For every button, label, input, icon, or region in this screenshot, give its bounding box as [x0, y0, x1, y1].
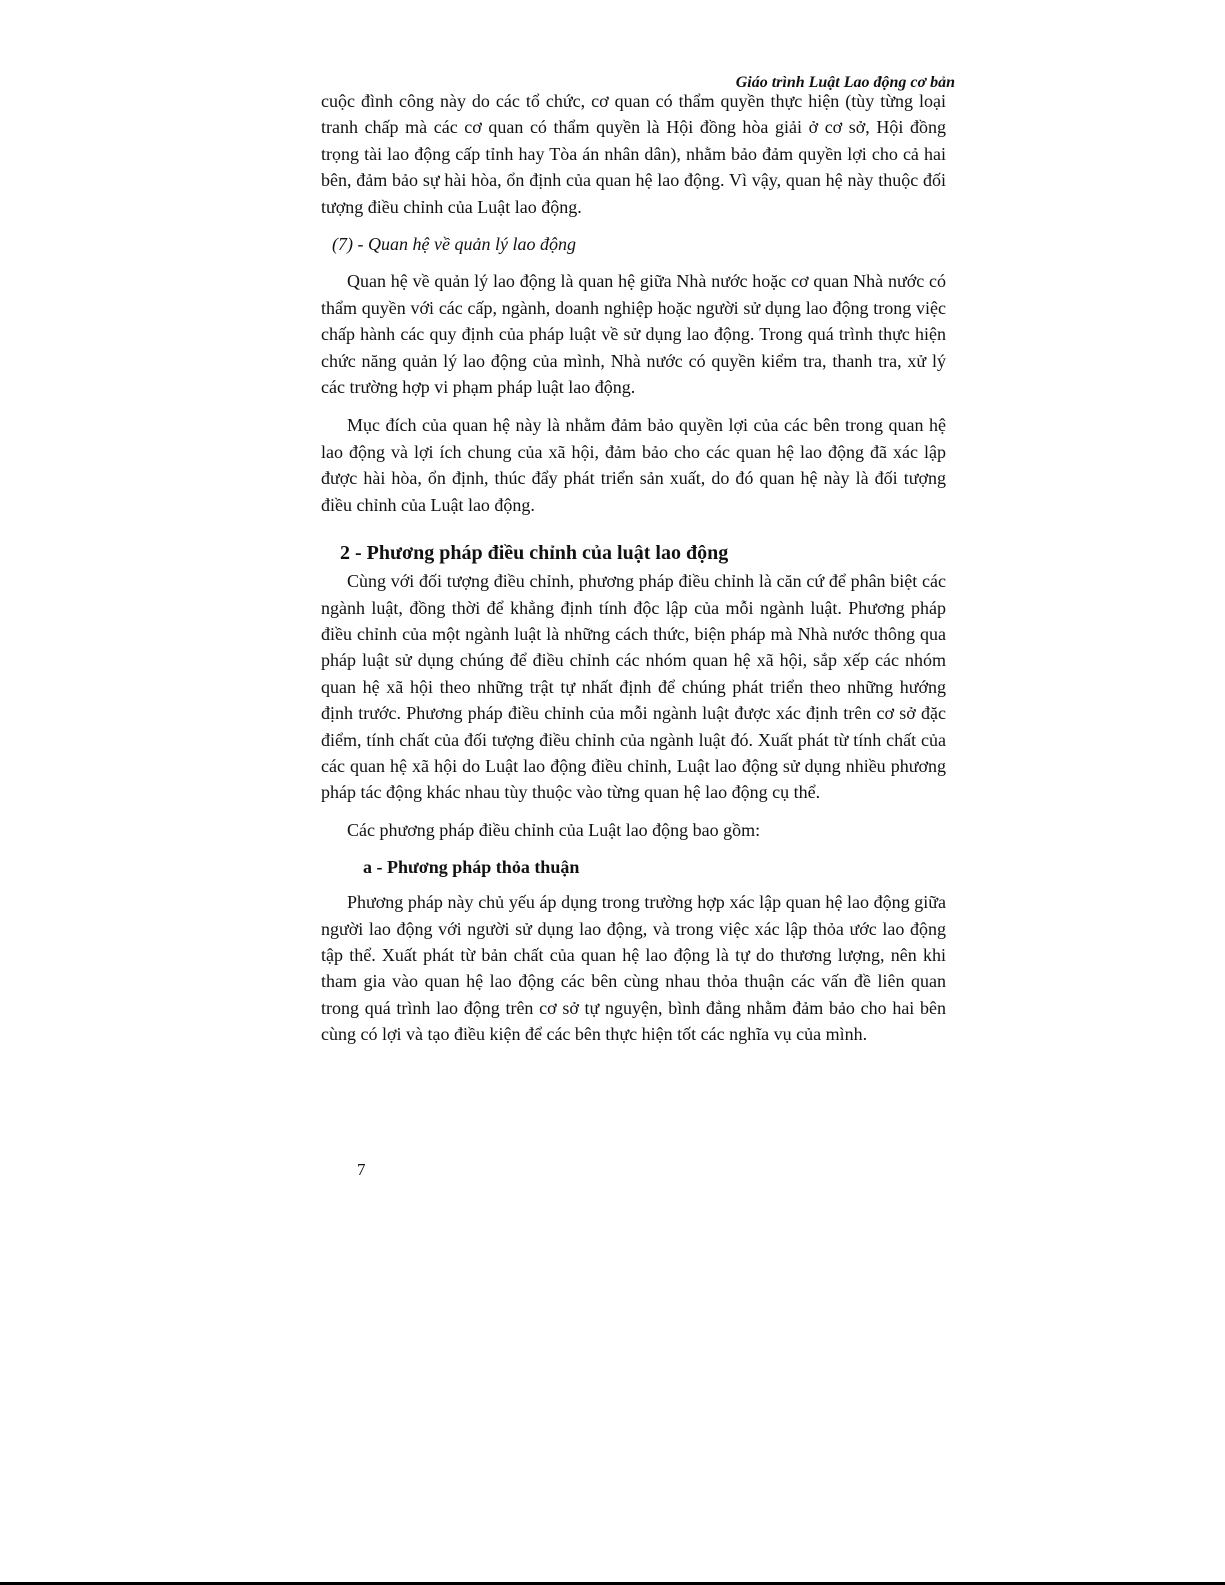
running-header: Giáo trình Luật Lao động cơ bản: [735, 74, 955, 91]
page-body: [321, 88, 946, 1048]
section-heading-methods: 2 - Phương pháp điều chỉnh của luật lao động: [340, 542, 729, 565]
paragraph-agreement-method: Phương pháp này chủ yếu áp dụng trong trường hợp xác lập quan hệ lao động giữa người lao động với người sử dụng lao động, và trong việc xác lập thỏa ước lao động tập thể. Xuất phát từ bản chất của quan hệ lao động là tự do thương lượng, nên khi tham gia vào quan hệ lao động các bên cùng nhau thỏa thuận các vấn đề liên quan trong quá trình lao động trên cơ sở tự nguyện, bình đẳng nhằm đảm bảo cho hai bên cùng có lợi và tạo điều kiện để các bên thực hiện tốt các nghĩa vụ của mình.: [321, 892, 946, 1045]
paragraph-purpose: Mục đích của quan hệ này là nhằm đảm bảo quyền lợi của các bên trong quan hệ lao động và lợi ích chung của xã hội, đảm bảo cho các quan hệ lao động đã xác lập được hài hòa, ổn định, thúc đẩy phát triển sản xuất, do đó quan hệ này là đối tượng điều chỉnh của Luật lao động.: [321, 415, 946, 515]
paragraph-methods-list: Các phương pháp điều chỉnh của Luật lao động bao gồm:: [347, 819, 761, 840]
subsection-heading-agreement: a - Phương pháp thỏa thuận: [363, 857, 580, 878]
paragraph-labor-management: Quan hệ về quản lý lao động là quan hệ giữa Nhà nước hoặc cơ quan Nhà nước có thẩm quyền với các cấp, ngành, doanh nghiệp hoặc người sử dụng lao động trong việc chấp hành các quy định của pháp luật về sử dụng lao động. Trong quá trình thực hiện chức năng quản lý lao động của mình, Nhà nước có quyền kiểm tra, thanh tra, xử lý các trường hợp vi phạm pháp luật lao động.: [321, 271, 946, 398]
page-number: 7: [357, 1160, 366, 1179]
paragraph-methods-intro: Cùng với đối tượng điều chỉnh, phương pháp điều chỉnh là căn cứ để phân biệt các ngành luật, đồng thời để khẳng định tính độc lập của mỗi ngành luật. Phương pháp điều chỉnh của một ngành luật là những cách thức, biện pháp mà Nhà nước thông qua pháp luật sử dụng chúng để điều chỉnh các nhóm quan hệ xã hội, sắp xếp các nhóm quan hệ xã hội theo những trật tự nhất định để chúng phát triển theo những hướng định trước. Phương pháp điều chỉnh của mỗi ngành luật được xác định trên cơ sở đặc điểm, tính chất của đối tượng điều chỉnh của ngành luật đó. Xuất phát từ tính chất của các quan hệ xã hội do Luật lao động điều chỉnh, Luật lao động sử dụng nhiều phương pháp tác động khác nhau tùy thuộc vào từng quan hệ lao động cụ thể.: [321, 571, 946, 803]
subheading-labor-management: (7) - Quan hệ về quản lý lao động: [332, 234, 576, 255]
paragraph-continuation: cuộc đình công này do các tổ chức, cơ quan có thẩm quyền thực hiện (tùy từng loại tranh chấp mà các cơ quan có thẩm quyền là Hội đồng hòa giải ở cơ sở, Hội đồng trọng tài lao động cấp tỉnh hay Tòa án nhân dân), nhằm bảo đảm quyền lợi cho cả hai bên, đảm bảo sự hài hòa, ổn định của quan hệ lao động. Vì vậy, quan hệ này thuộc đối tượng điều chỉnh của Luật lao động.: [321, 91, 946, 217]
